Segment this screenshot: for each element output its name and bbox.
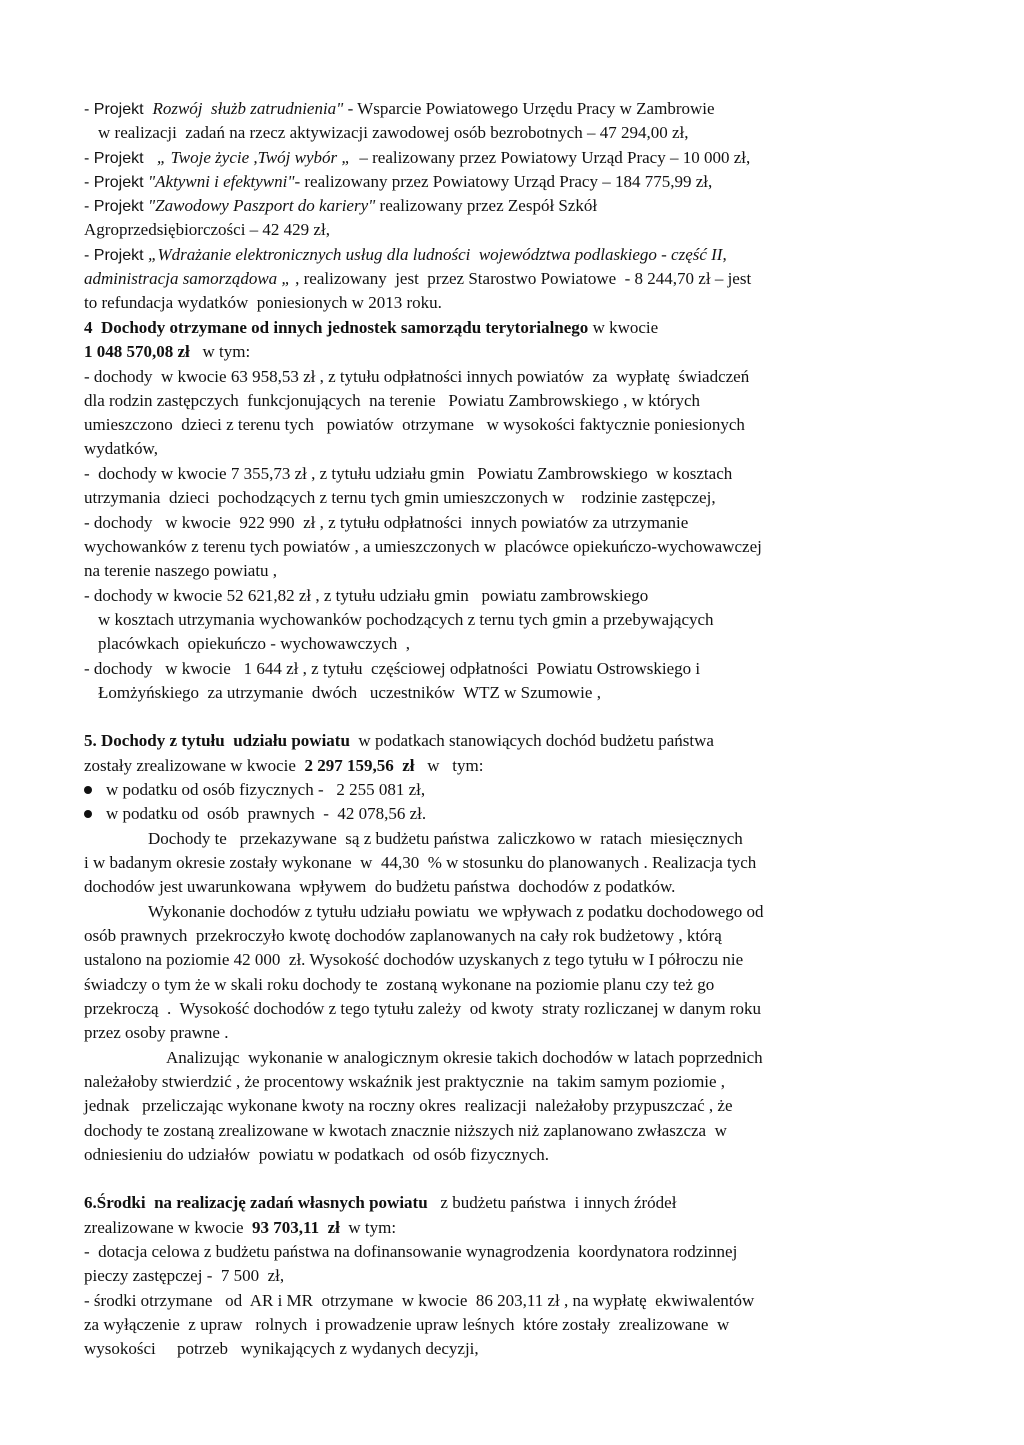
text-run: administracja samorządowa „ (84, 269, 296, 288)
text-line (84, 98, 715, 121)
text-run: należałoby stwierdzić , że procentowy wskaźnik jest praktycznie na takim samym poziomie , (84, 1072, 726, 1091)
text-line (148, 828, 743, 850)
text-run: w tym: (414, 756, 484, 775)
text-line (84, 1241, 737, 1263)
text-line (84, 487, 716, 509)
text-run: za wyłączenie z upraw rolnych i prowadzenie upraw leśnych które zostały zrealizowane w (84, 1315, 730, 1334)
text-run: „Wdrażanie elektronicznych usług dla ludności województwa podlaskiego - część II, (148, 245, 727, 264)
text-run: – realizowany przez Powiatowy Urząd Pracy – 10 000 zł, (350, 148, 751, 167)
text-run: Wykonanie dochodów z tytułu udziału powiatu we wpływach z podatku dochodowego od (148, 902, 764, 921)
text-run: przekroczą . Wysokość dochodów z tego tytułu zależy od kwoty straty rozliczanej w danym roku (84, 999, 762, 1018)
text-line (84, 803, 426, 825)
text-line (98, 609, 714, 631)
text-line (84, 779, 425, 801)
text-line (84, 755, 483, 777)
text-run: 1 048 570,08 zł (84, 342, 190, 361)
text-run: w tym: (339, 1218, 397, 1237)
text-line (84, 195, 597, 218)
bullet-icon (84, 786, 92, 794)
text-line (84, 244, 727, 267)
text-line (148, 901, 764, 923)
text-line (84, 925, 722, 947)
text-run: „ Twoje życie ,Twój wybór „ (156, 148, 351, 167)
text-run: - dochody w kwocie 63 958,53 zł , z tytułu odpłatności innych powiatów za wypłatę świadczeń (84, 367, 750, 386)
text-run: - Projekt (84, 247, 149, 264)
text-line (84, 1095, 733, 1117)
text-line (84, 171, 712, 194)
text-line (98, 122, 689, 144)
text-line (84, 219, 330, 241)
text-line (84, 998, 761, 1020)
text-run: 5. (84, 731, 101, 750)
text-run: - dochody w kwocie 922 990 zł , z tytułu odpłatności innych powiatów za utrzymanie (84, 513, 689, 532)
text-run: wysokości potrzeb wynikających z wydanych decyzji, (84, 1339, 479, 1358)
text-line (166, 1047, 763, 1069)
text-run: - Wsparcie Powiatowego Urzędu Pracy w Zambrowie (343, 99, 715, 118)
text-line (84, 341, 250, 363)
text-run: - Projekt (84, 198, 149, 215)
text-run: w podatku od osób fizycznych - 2 255 081 zł, (106, 780, 426, 799)
text-run: pieczy zastępczej - 7 500 zł, (84, 1266, 285, 1285)
text-line (84, 1071, 725, 1093)
text-run: w realizacji zadań na rzecz aktywizacji zawodowej osób bezrobotnych – 47 294,00 zł, (98, 123, 689, 142)
text-line (84, 560, 277, 582)
text-line (84, 414, 745, 436)
text-run: świadczy o tym że w skali roku dochody te zostaną wykonane na poziomie planu czy też go (84, 975, 715, 994)
text-line (84, 852, 756, 874)
text-run: Dochody te przekazywane są z budżetu państwa zaliczkowo w ratach miesięcznych (148, 829, 743, 848)
text-run: w kwocie (588, 318, 659, 337)
text-line (84, 536, 762, 558)
text-line (84, 658, 700, 680)
text-run: Rozwój służb zatrudnienia" (152, 99, 344, 118)
text-line (84, 876, 675, 898)
text-line (84, 1290, 754, 1312)
text-run: , realizowany jest przez Starostwo Powiatowe - 8 244,70 zł – jest (295, 269, 752, 288)
text-line (84, 1120, 727, 1142)
text-line (84, 1217, 396, 1239)
text-run: - dochody w kwocie 1 644 zł , z tytułu częściowej odpłatności Powiatu Ostrowskiego i (84, 659, 701, 678)
text-run: osób prawnych przekroczyło kwotę dochodów zaplanowanych na cały rok budżetowy , którą (84, 926, 722, 945)
text-run: Analizując wykonanie w analogicznym okresie takich dochodów w latach poprzednich (166, 1048, 763, 1067)
text-run: wydatków, (84, 439, 158, 458)
text-run: - Projekt (84, 150, 157, 167)
text-run: - dotacja celowa z budżetu państwa na dofinansowanie wynagrodzenia koordynatora rodzinnej (84, 1242, 738, 1261)
text-line (84, 1022, 228, 1044)
text-line (84, 463, 732, 485)
text-run: dochody te zostaną zrealizowane w kwotach znacznie niższych niż zaplanowano zwłaszcza w (84, 1121, 727, 1140)
text-run: 93 703,11 zł (252, 1218, 340, 1237)
text-run: zostały zrealizowane w kwocie (84, 756, 305, 775)
text-run: przez osoby prawne . (84, 1023, 229, 1042)
text-run: jednak przeliczając wykonane kwoty na roczny okres realizacji należałoby przypuszczać , że (84, 1096, 733, 1115)
text-run: dochodów jest uwarunkowana wpływem do budżetu państwa dochodów z podatków. (84, 877, 676, 896)
text-run: w podatkach stanowiących dochód budżetu państwa (349, 731, 714, 750)
text-run: z budżetu państwa i innych źródeł (427, 1193, 677, 1212)
text-run: placówkach opiekuńczo - wychowawczych , (98, 634, 411, 653)
text-run: w tym: (189, 342, 251, 361)
text-line (84, 390, 700, 412)
text-run: 4 Dochody otrzymane od innych jednostek samorządu terytorialnego (84, 318, 589, 337)
text-run: 6.Środki na realizację zadań własnych powiatu (84, 1193, 428, 1212)
text-run: i w badanym okresie zostały wykonane w 44,30 % w stosunku do planowanych . Realizacja tych (84, 853, 757, 872)
text-run: Dochody z tytułu udziału powiatu (101, 731, 350, 750)
text-line (84, 317, 658, 339)
text-line (84, 730, 714, 752)
text-run: - Projekt (84, 174, 149, 191)
text-run: w podatku od osób prawnych - 42 078,56 zł. (106, 804, 427, 823)
text-line (84, 512, 688, 534)
text-line (84, 366, 749, 388)
text-line (98, 682, 601, 704)
text-run: - dochody w kwocie 52 621,82 zł , z tytułu udziału gmin powiatu zambrowskiego (84, 586, 649, 605)
text-run: zrealizowane w kwocie (84, 1218, 253, 1237)
text-line (84, 268, 751, 290)
text-run: - środki otrzymane od AR i MR otrzymane w kwocie 86 203,11 zł , na wypłatę ekwiwalentów (84, 1291, 755, 1310)
text-run: ustalono na poziomie 42 000 zł. Wysokość dochodów uzyskanych z tego tytułu w I półroczu nie (84, 950, 744, 969)
text-line (84, 292, 442, 314)
text-run: "Zawodowy Paszport do kariery" (148, 196, 376, 215)
text-run: to refundacja wydatków poniesionych w 2013 roku. (84, 293, 442, 312)
text-line (84, 585, 648, 607)
text-run: Agroprzedsiębiorczości – 42 429 zł, (84, 220, 330, 239)
text-line (84, 1144, 549, 1166)
text-run: w kosztach utrzymania wychowanków pochodzących z ternu tych gmin a przebywających (98, 610, 714, 629)
text-run: odniesieniu do udziałów powiatu w podatkach od osób fizycznych. (84, 1145, 550, 1164)
text-line (84, 1192, 676, 1214)
text-line (84, 974, 714, 996)
text-run: na terenie naszego powiatu , (84, 561, 278, 580)
text-run: - dochody w kwocie 7 355,73 zł , z tytułu udziału gmin Powiatu Zambrowskiego w kosztach (84, 464, 733, 483)
text-line (84, 949, 743, 971)
text-run: Łomżyńskiego za utrzymanie dwóch uczestników WTZ w Szumowie , (98, 683, 601, 702)
text-run: "Aktywni i efektywni" (148, 172, 295, 191)
text-run: realizowany przez Zespół Szkół (375, 196, 598, 215)
text-run: - Projekt (84, 101, 153, 118)
text-run: 2 297 159,56 zł (304, 756, 415, 775)
text-run: utrzymania dzieci pochodzących z ternu tych gmin umieszczonych w rodzinie zastępczej, (84, 488, 716, 507)
text-run: - realizowany przez Powiatowy Urząd Pracy – 184 775,99 zł, (294, 172, 713, 191)
text-line (84, 1338, 479, 1360)
text-line (84, 1265, 284, 1287)
text-line (98, 633, 410, 655)
text-run: wychowanków z terenu tych powiatów , a umieszczonych w placówce opiekuńczo-wychowawczej (84, 537, 762, 556)
bullet-icon (84, 810, 92, 818)
text-line (84, 1314, 729, 1336)
text-line (84, 438, 158, 460)
text-run: umieszczono dzieci z terenu tych powiatów otrzymane w wysokości faktycznie poniesionych (84, 415, 745, 434)
text-run: dla rodzin zastępczych funkcjonujących na terenie Powiatu Zambrowskiego , w których (84, 391, 701, 410)
text-line (84, 147, 750, 170)
